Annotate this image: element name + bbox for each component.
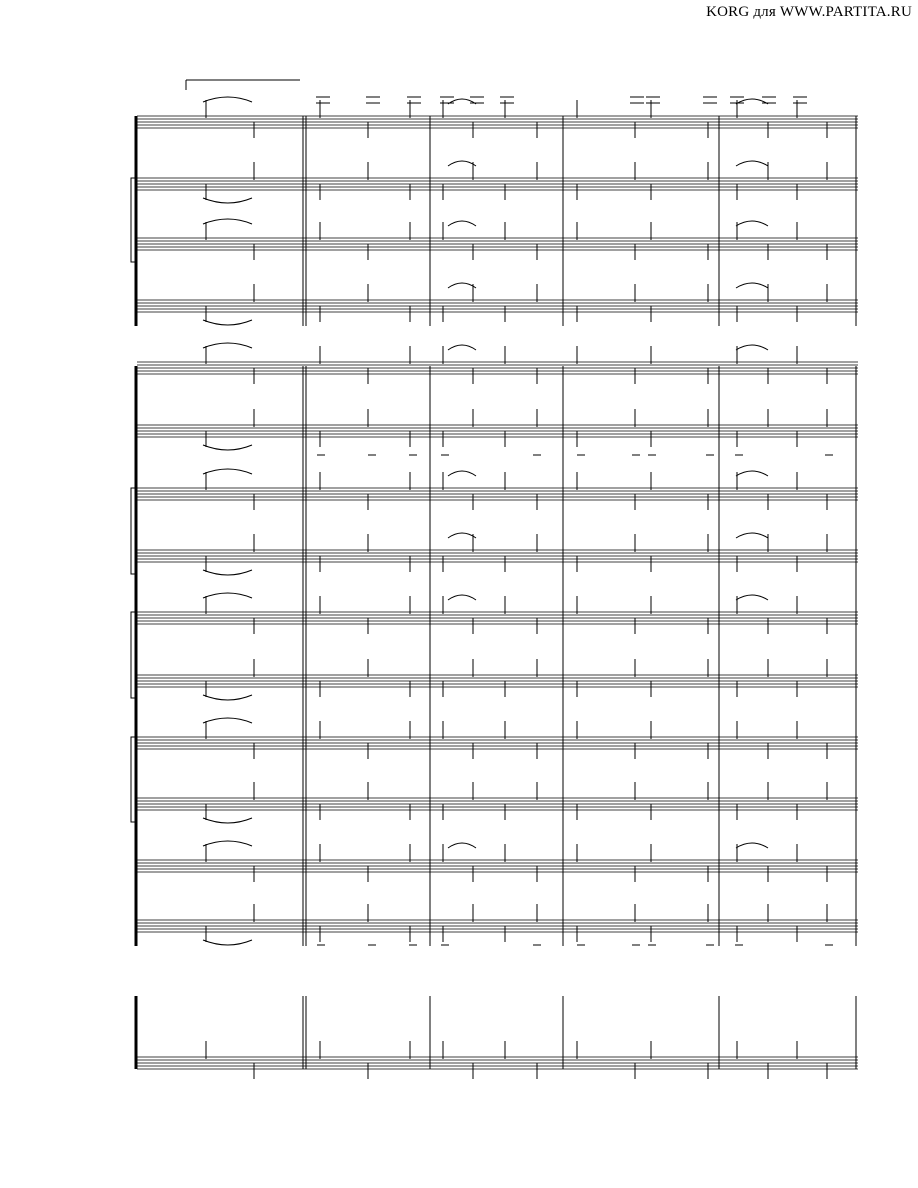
slur	[203, 570, 252, 575]
slur	[203, 593, 252, 598]
slur	[448, 221, 476, 226]
slur	[736, 345, 768, 350]
slur	[203, 219, 252, 224]
slur	[448, 283, 476, 288]
slur	[448, 843, 476, 848]
slur	[448, 161, 476, 166]
slur	[736, 161, 768, 166]
slur	[203, 695, 252, 700]
slur	[203, 343, 252, 348]
slur	[736, 533, 768, 538]
slur	[448, 471, 476, 476]
slur	[736, 595, 768, 600]
slur	[736, 843, 768, 848]
slur	[203, 198, 252, 203]
slur	[448, 595, 476, 600]
slur	[203, 940, 252, 945]
slur	[736, 283, 768, 288]
slur	[736, 471, 768, 476]
slur	[203, 320, 252, 325]
slur	[736, 221, 768, 226]
slur	[448, 345, 476, 350]
page-header-watermark: KORG для WWW.PARTITA.RU	[706, 4, 912, 20]
slur	[203, 469, 252, 474]
slur	[448, 533, 476, 538]
slur	[203, 818, 252, 823]
slur	[203, 718, 252, 723]
slur	[203, 841, 252, 846]
slur	[203, 445, 252, 450]
slur	[203, 97, 252, 102]
